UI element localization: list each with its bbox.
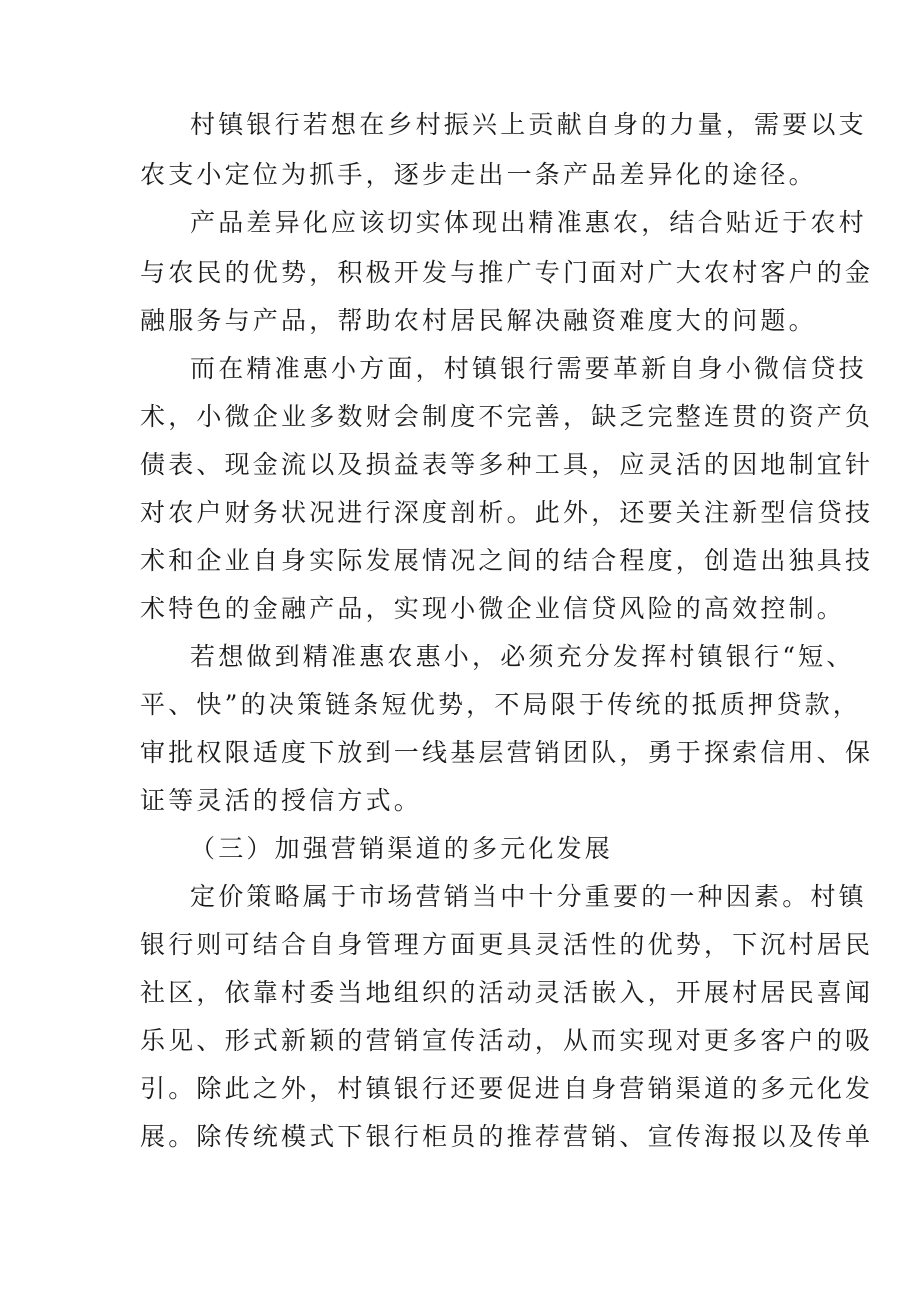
paragraph-line: 审批权限适度下放到一线基层营销团队，勇于探索信用、保 (140, 738, 874, 767)
paragraph-line: 对农户财务状况进行深度剖析。此外，还要关注新型信贷技 (140, 498, 874, 527)
paragraph-line: 展。除传统模式下银行柜员的推荐营销、宣传海报以及传单 (140, 1122, 874, 1151)
paragraph-line: 村镇银行若想在乡村振兴上贡献自身的力量，需要以支 (190, 110, 867, 139)
paragraph-line: 引。除此之外，村镇银行还要促进自身营销渠道的多元化发 (140, 1074, 874, 1103)
paragraph-line: 若想做到精准惠农惠小，必须充分发挥村镇银行“短、 (190, 642, 855, 671)
paragraph-line: 平、快”的决策链条短优势，不局限于传统的抵质押贷款， (140, 690, 861, 719)
paragraph-line: 乐见、形式新颖的营销宣传活动，从而实现对更多客户的吸 (140, 1026, 874, 1055)
paragraph-line: 产品差异化应该切实体现出精准惠农，结合贴近于农村 (190, 208, 867, 237)
paragraph-line: 术，小微企业多数财会制度不完善，缺乏完整连贯的资产负 (140, 402, 874, 431)
section-heading: （三）加强营销渠道的多元化发展 (190, 834, 614, 863)
paragraph-line: 融服务与产品，帮助农村居民解决融资难度大的问题。 (140, 306, 817, 335)
paragraph-line: 社区，依靠村委当地组织的活动灵活嵌入，开展村居民喜闻 (140, 978, 874, 1007)
paragraph-line: 术和企业自身实际发展情况之间的结合程度，创造出独具技 (140, 546, 874, 575)
paragraph-line: 与农民的优势，积极开发与推广专门面对广大农村客户的金 (140, 258, 874, 287)
paragraph-line: 证等灵活的授信方式。 (140, 786, 423, 815)
paragraph-line: 农支小定位为抓手，逐步走出一条产品差异化的途径。 (140, 160, 817, 189)
paragraph-line: 而在精准惠小方面，村镇银行需要革新自身小微信贷技 (190, 354, 867, 383)
paragraph-line: 债表、现金流以及损益表等多种工具，应灵活的因地制宜针 (140, 450, 874, 479)
paragraph-line: 银行则可结合自身管理方面更具灵活性的优势，下沉村居民 (140, 930, 874, 959)
paragraph-line: 术特色的金融产品，实现小微企业信贷风险的高效控制。 (140, 594, 846, 623)
paragraph-line: 定价策略属于市场营销当中十分重要的一种因素。村镇 (190, 882, 867, 911)
